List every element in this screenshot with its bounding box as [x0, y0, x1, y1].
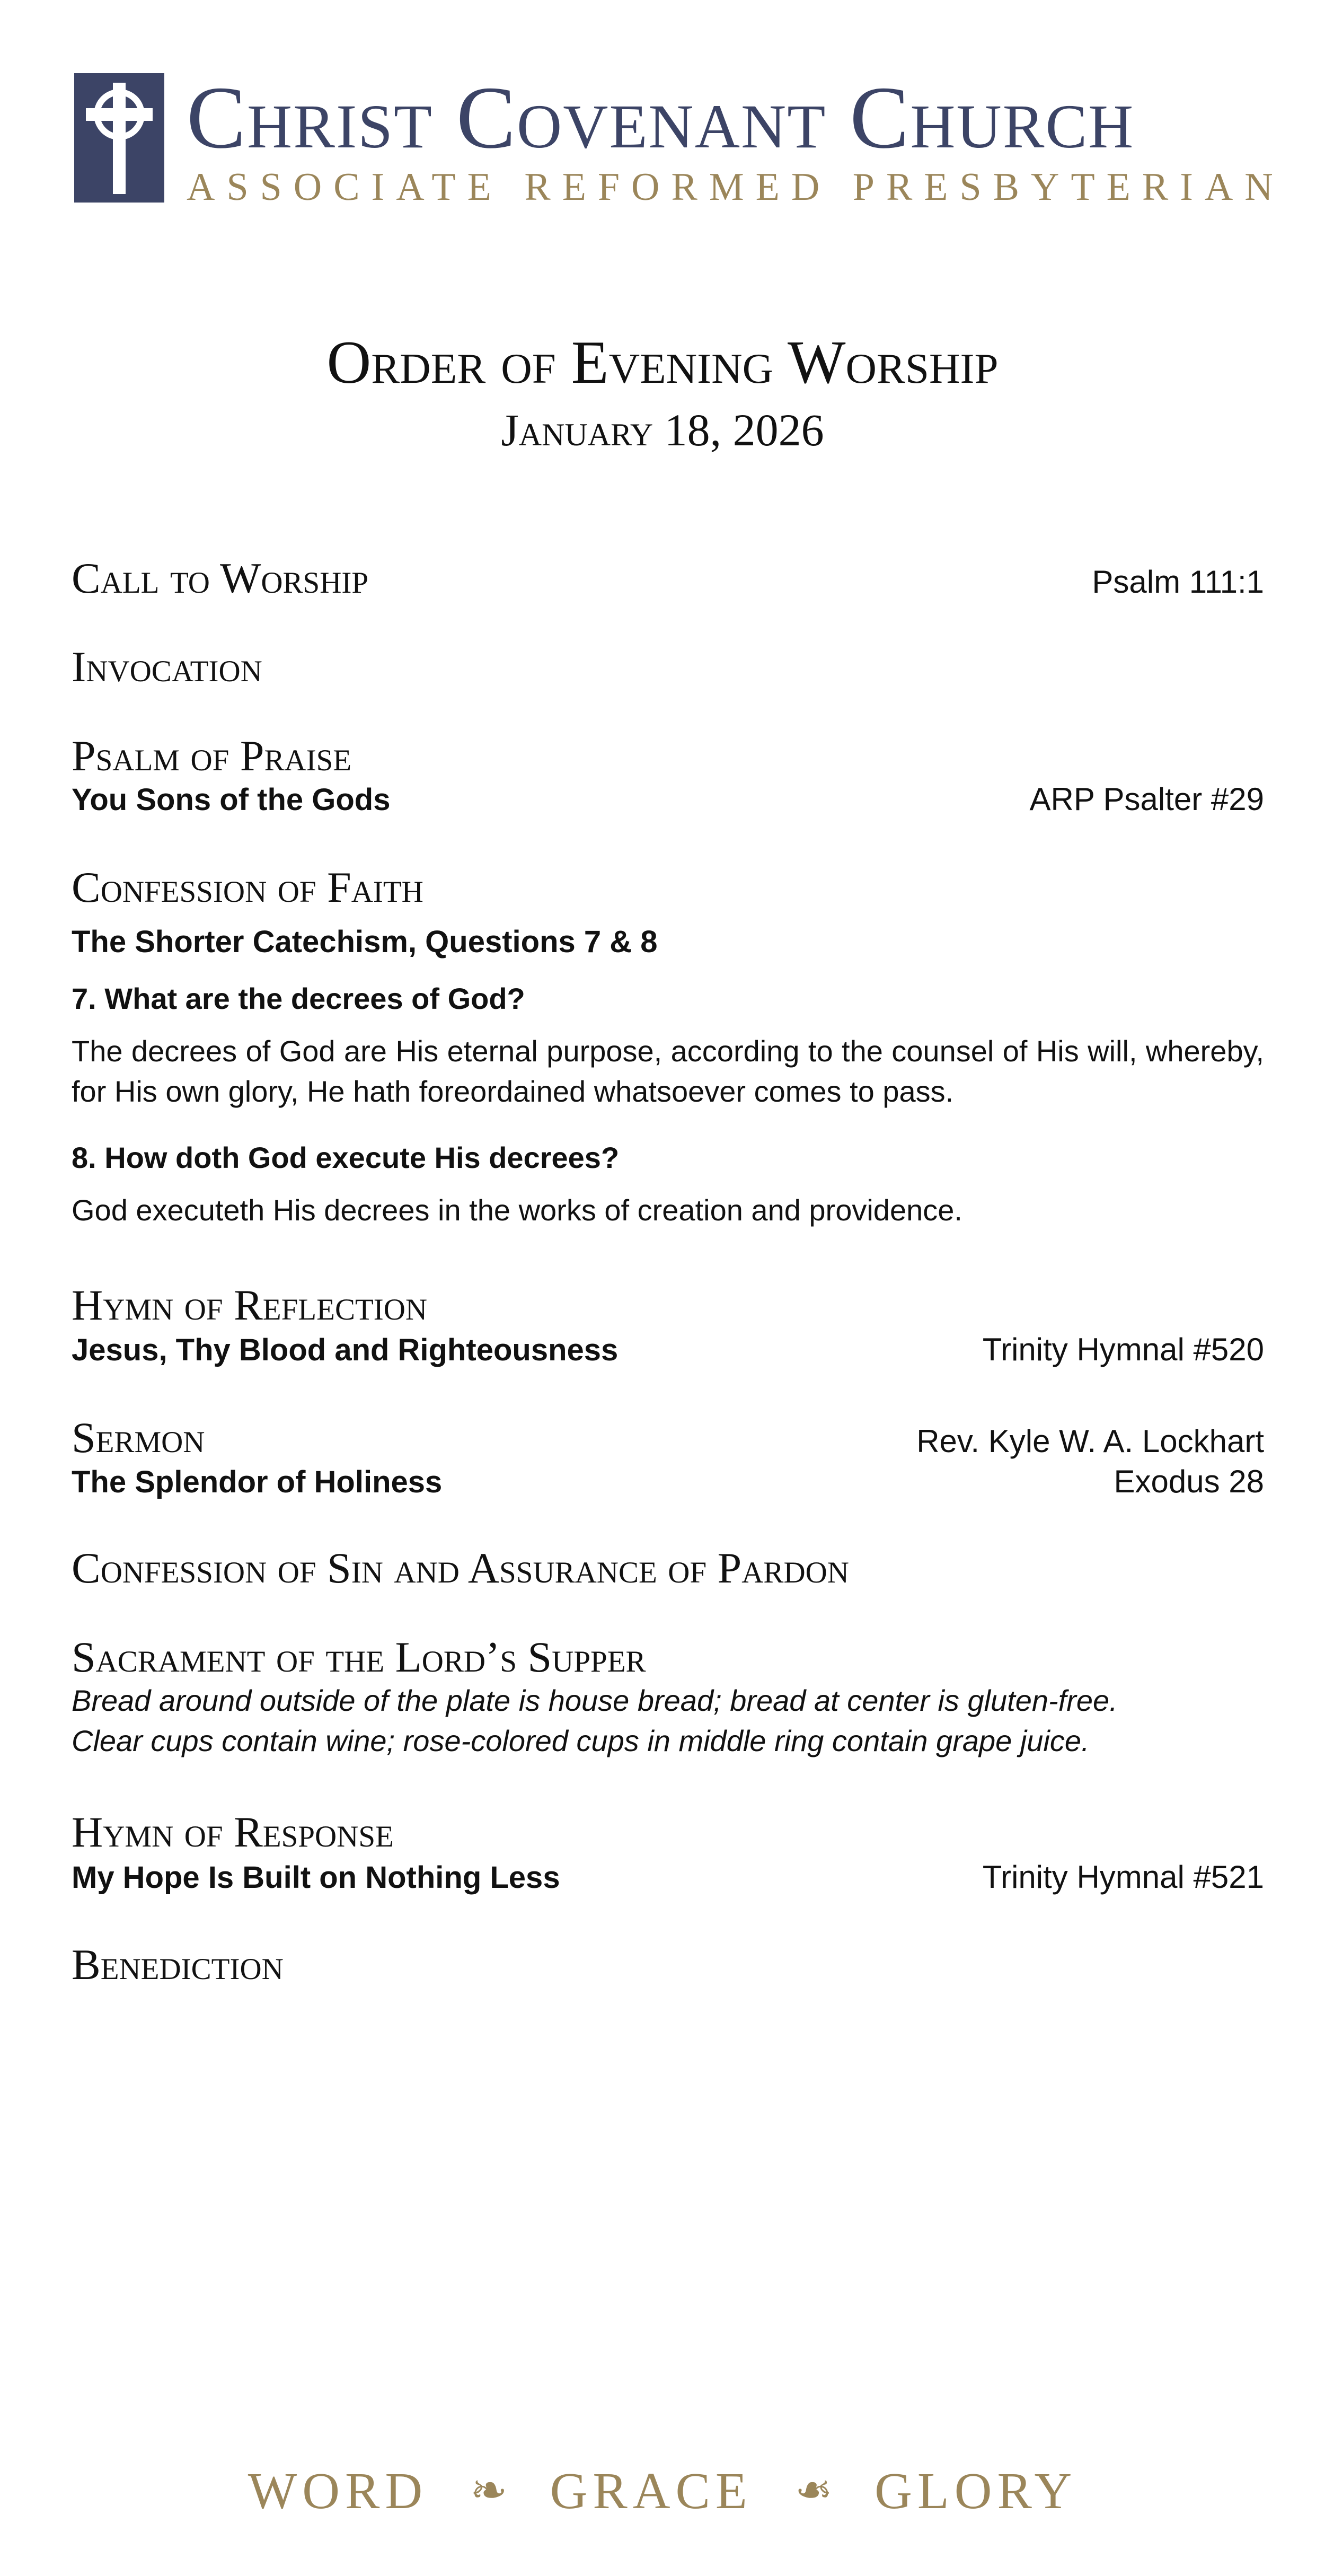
hymn-of-reflection-heading: Hymn of Reflection	[72, 1281, 428, 1329]
call-to-worship-reference: Psalm 111:1	[1092, 564, 1264, 600]
catechism-source-row	[72, 927, 1264, 957]
hymn-of-response-detail-row	[72, 1861, 1264, 1893]
psalm-of-praise-row	[72, 734, 1264, 778]
lords-supper-note-2: Clear cups contain wine; rose-colored cups in middle ring contain grape juice.	[72, 1724, 1090, 1757]
psalm-title: You Sons of the Gods	[72, 783, 391, 817]
sermon-heading: Sermon	[72, 1413, 205, 1462]
catechism-source: The Shorter Catechism, Questions 7 & 8	[72, 925, 658, 959]
hymn-of-reflection-row	[72, 1283, 1264, 1327]
call-to-worship-row	[72, 554, 1264, 602]
sermon-row	[72, 1413, 1264, 1462]
hymn-of-response-reference: Trinity Hymnal #521	[982, 1859, 1264, 1895]
call-to-worship-heading: Call to Worship	[72, 554, 369, 602]
invocation-row	[72, 645, 1264, 689]
church-logo-mark	[74, 73, 164, 203]
invocation-heading: Invocation	[72, 643, 262, 691]
hymn-of-response-row	[72, 1810, 1264, 1854]
hymn-of-response-heading: Hymn of Response	[72, 1808, 394, 1856]
celtic-cross-icon	[74, 73, 164, 203]
psalm-of-praise-heading: Psalm of Praise	[72, 732, 352, 780]
hymn-of-response-title: My Hope Is Built on Nothing Less	[72, 1860, 560, 1895]
page-title: Order of Evening Worship	[326, 329, 999, 397]
footer-word-3: GLORY	[874, 2463, 1077, 2520]
confession-of-sin-heading: Confession of Sin and Assurance of Pardon	[72, 1544, 849, 1592]
sermon-title: The Splendor of Holiness	[72, 1465, 443, 1499]
lords-supper-heading: Sacrament of the Lord’s Supper	[72, 1633, 646, 1681]
hymn-of-reflection-reference: Trinity Hymnal #520	[982, 1332, 1264, 1367]
sermon-reference: Exodus 28	[1114, 1464, 1264, 1499]
footer-word-2: GRACE	[550, 2463, 753, 2520]
benediction-row	[72, 1940, 1264, 1989]
psalm-reference: ARP Psalter #29	[1029, 781, 1264, 817]
confession-of-faith-heading: Confession of Faith	[72, 863, 423, 911]
church-subtitle: ASSOCIATE REFORMED PRESBYTERIAN	[187, 165, 1285, 209]
sermon-preacher: Rev. Kyle W. A. Lockhart	[916, 1423, 1264, 1459]
catechism-question-8: 8. How doth God execute His decrees?	[72, 1141, 620, 1174]
psalm-of-praise-detail-row	[72, 781, 1264, 817]
catechism-answer-8: God executeth His decrees in the works of creation and providence.	[72, 1193, 962, 1227]
lords-supper-row	[72, 1633, 1264, 1681]
benediction-heading: Benediction	[72, 1940, 284, 1989]
footer-word-1: WORD	[248, 2463, 428, 2520]
service-date: January 18, 2026	[501, 405, 824, 455]
sermon-detail-row	[72, 1466, 1264, 1498]
confession-of-faith-row	[72, 863, 1264, 911]
hymn-of-reflection-detail-row	[72, 1334, 1264, 1366]
fleuron-icon: ❧	[470, 2466, 508, 2516]
confession-of-sin-row	[72, 1546, 1264, 1590]
church-name: Christ Covenant Church	[187, 68, 1135, 167]
hymn-of-reflection-title: Jesus, Thy Blood and Righteousness	[72, 1333, 619, 1367]
footer-motto	[0, 2463, 1325, 2520]
catechism-answer-7: The decrees of God are His eternal purpose, according to the counsel of His will, whereby, for His own glory, He hath foreordained whatsoever comes to pass.	[72, 1034, 1264, 1108]
fleuron-icon: ❧	[794, 2466, 833, 2516]
lords-supper-note-1: Bread around outside of the plate is house bread; bread at center is gluten-free.	[72, 1684, 1118, 1717]
catechism-question-7: 7. What are the decrees of God?	[72, 982, 525, 1015]
